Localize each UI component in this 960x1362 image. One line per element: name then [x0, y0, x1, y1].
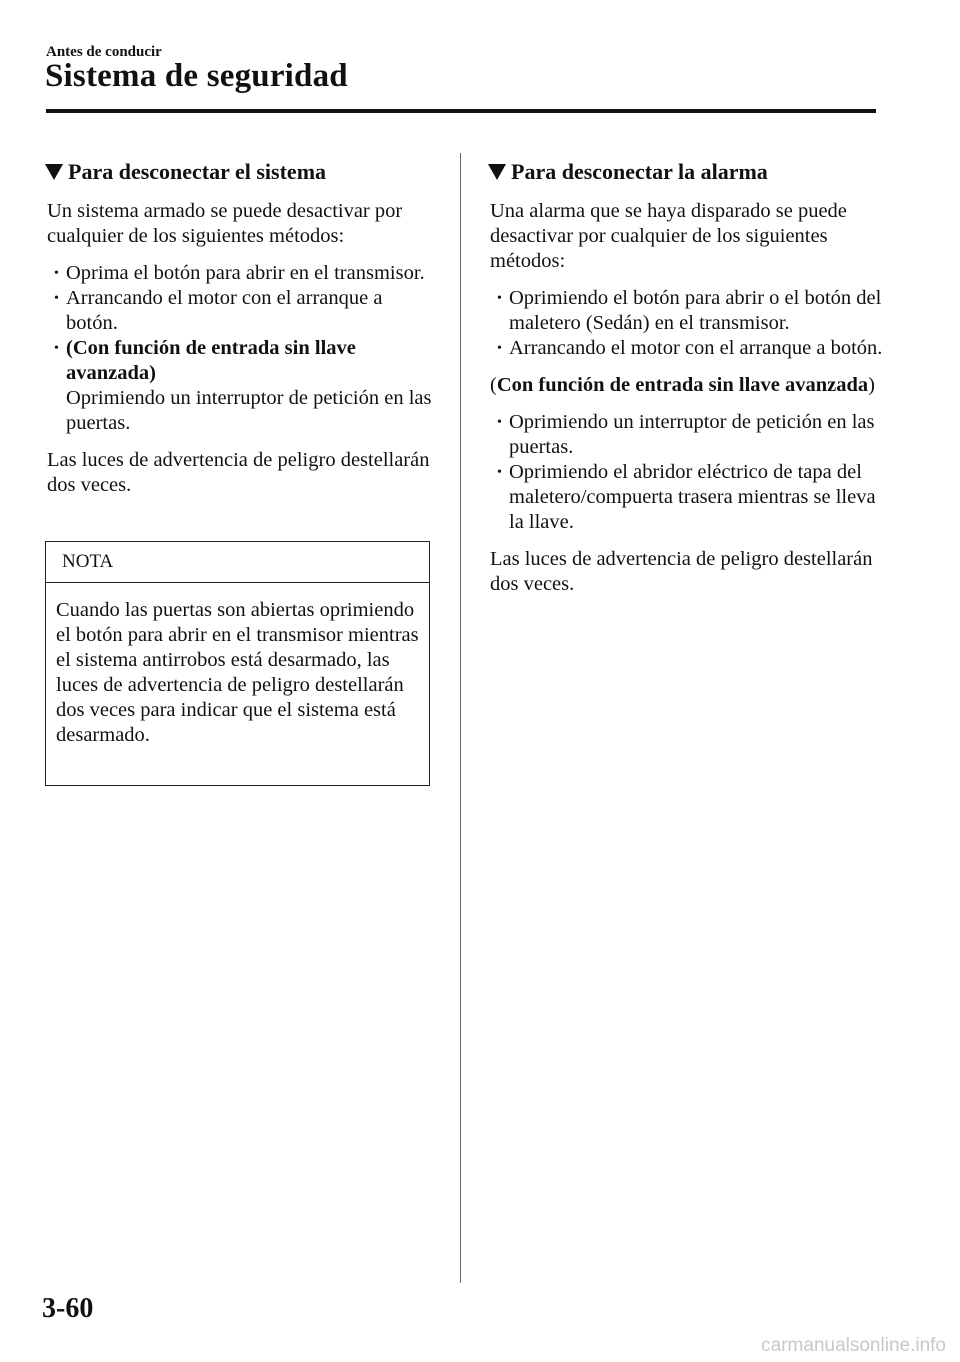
right-column: [490, 157, 885, 609]
subheading-open: (: [490, 374, 497, 396]
note-text: Cuando las puertas son abiertas oprimiendo el botón para abrir en el transmisor mientras el sistema antirrobos está desarmado, las luces de advertencia de peligro destellarán dos veces para indicar que el sistema está desarmado.: [56, 599, 419, 746]
section-kicker: Antes de conducir: [46, 44, 162, 60]
left-bullet-list: [47, 261, 432, 436]
subheading-close: ): [868, 374, 875, 396]
right-bullet-list-2: [490, 410, 885, 535]
right-closing: Las luces de advertencia de peligro destellarán dos veces.: [490, 548, 873, 595]
page-title: Sistema de seguridad: [45, 58, 348, 94]
list-item-text: Oprima el botón para abrir en el transmisor.: [66, 262, 425, 284]
right-intro: Una alarma que se haya disparado se puede desactivar por cualquier de los siguientes métodos:: [490, 200, 847, 272]
down-triangle-icon: [488, 164, 506, 180]
bullet-dot-icon: •: [54, 341, 59, 356]
right-bullet-list: [490, 286, 885, 361]
list-item: [47, 286, 432, 336]
left-heading: [45, 159, 432, 184]
list-item: [47, 336, 432, 436]
note-box: [45, 541, 430, 786]
bullet-dot-icon: •: [54, 266, 59, 281]
list-item-text: Arrancando el motor con el arranque a botón.: [66, 287, 383, 334]
note-label: NOTA: [46, 542, 429, 583]
watermark: carmanualsonline.info: [761, 1335, 946, 1356]
list-item-text: Oprimiendo un interruptor de petición en las puertas.: [509, 411, 875, 458]
bullet-dot-icon: •: [497, 341, 502, 356]
page-number: 3-60: [42, 1293, 94, 1324]
left-heading-text: Para desconectar el sistema: [68, 159, 327, 184]
list-item: [490, 410, 885, 460]
list-item: [490, 336, 885, 361]
list-item-text: Oprimiendo un interruptor de petición en las puertas.: [66, 387, 432, 434]
list-item-text: Oprimiendo el abridor eléctrico de tapa del maletero/compuerta trasera mientras se lleva la llave.: [509, 461, 876, 533]
list-item: [490, 286, 885, 336]
list-item: [490, 460, 885, 535]
left-column: [47, 157, 432, 510]
bullet-dot-icon: •: [497, 415, 502, 430]
bullet-dot-icon: •: [497, 465, 502, 480]
bullet-dot-icon: •: [497, 291, 502, 306]
left-closing: Las luces de advertencia de peligro destellarán dos veces.: [47, 449, 430, 496]
right-subheading: [490, 373, 885, 398]
column-divider: [460, 153, 461, 1283]
down-triangle-icon: [45, 164, 63, 180]
subheading-bold: Con función de entrada sin llave avanzada: [496, 374, 869, 396]
title-divider: [46, 109, 876, 113]
list-item-bold-text: (Con función de entrada sin llave avanzada): [66, 337, 356, 384]
list-item-text: Arrancando el motor con el arranque a botón.: [509, 337, 883, 359]
left-intro: Un sistema armado se puede desactivar por cualquier de los siguientes métodos:: [47, 200, 403, 247]
list-item-text: Oprimiendo el botón para abrir o el botón del maletero (Sedán) en el transmisor.: [509, 287, 882, 334]
bullet-dot-icon: •: [54, 291, 59, 306]
list-item: [47, 261, 432, 286]
right-heading: [488, 159, 885, 184]
right-heading-text: Para desconectar la alarma: [511, 159, 768, 184]
